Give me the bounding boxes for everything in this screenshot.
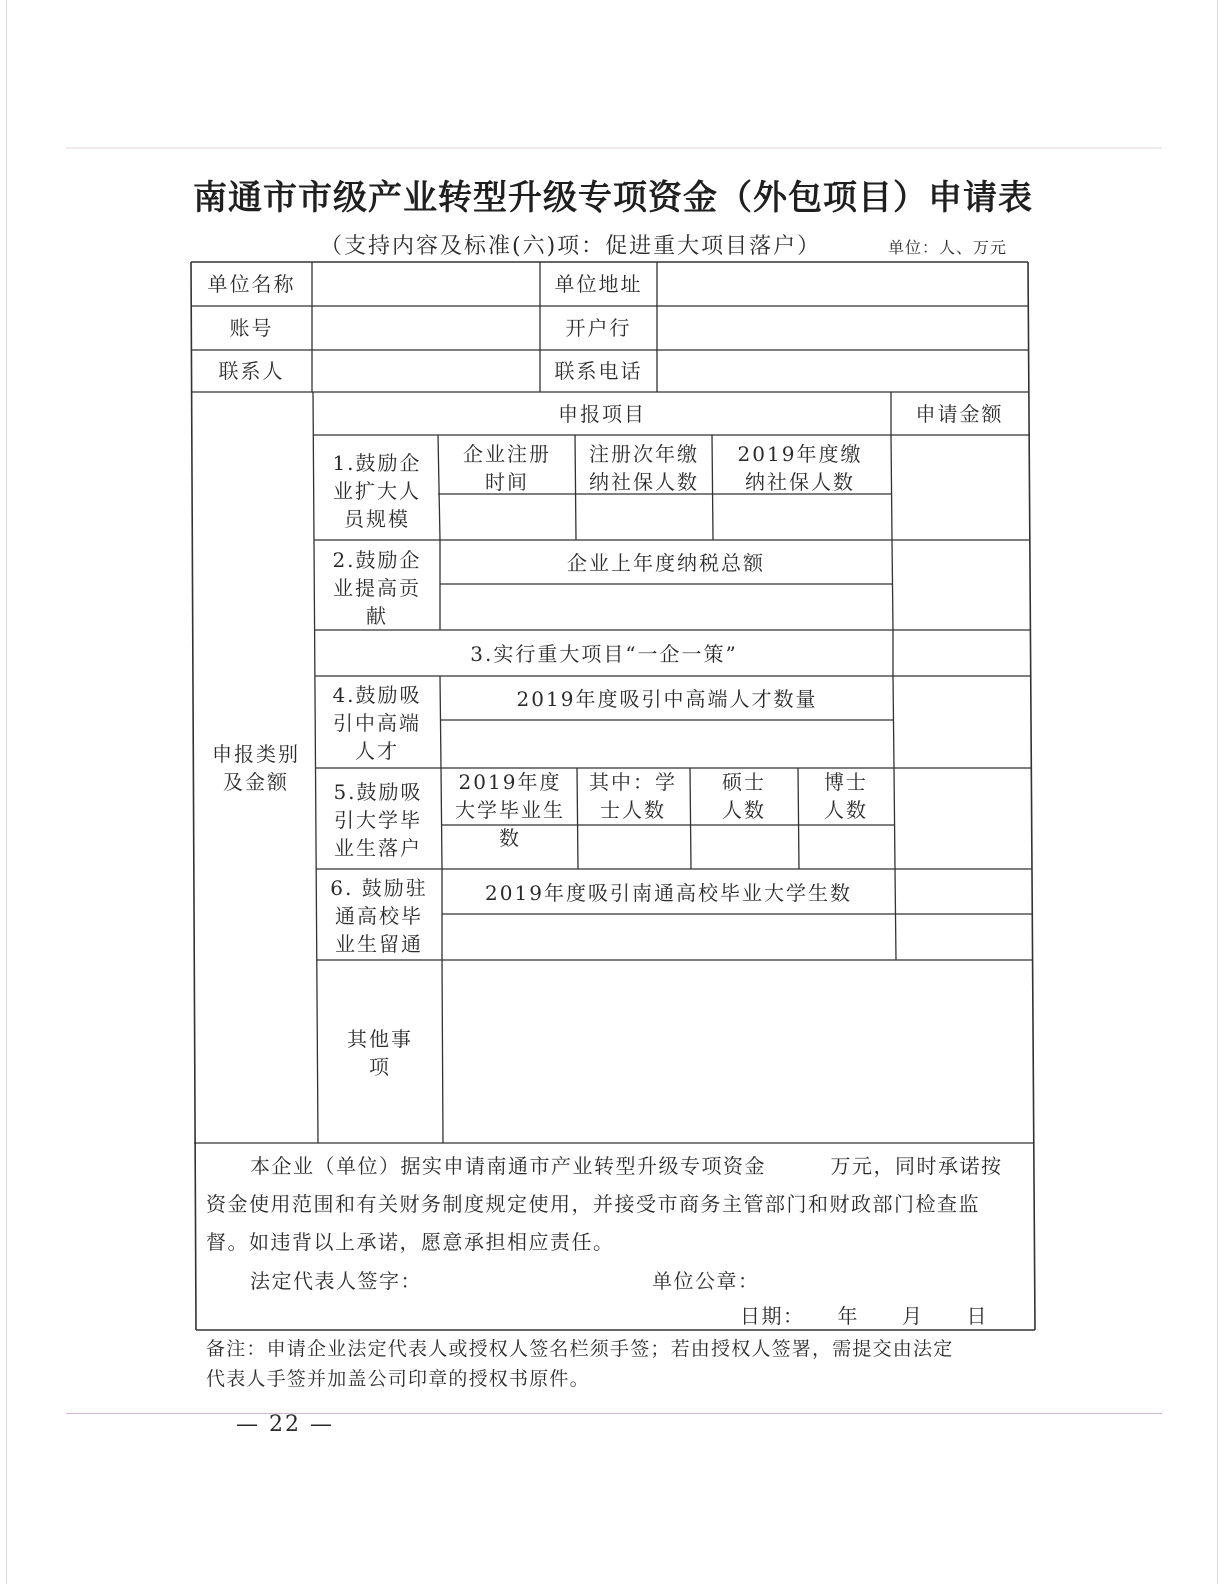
bank-field[interactable] xyxy=(659,308,1026,348)
phone-label: 联系电话 xyxy=(554,359,643,383)
company-name-field[interactable] xyxy=(314,264,538,304)
form-subtitle: （支持内容及标准(六)项：促进重大项目落户） xyxy=(320,234,822,259)
item4-title: 4.鼓励吸引中高端人才 xyxy=(332,683,422,763)
item5-graduates-header: 2019年度大学毕业生数 xyxy=(455,770,565,850)
pledge-line-3: 督。如违背以上承诺，愿意承担相应责任。 xyxy=(206,1230,615,1254)
item5-master-header: 硕士人数 xyxy=(722,770,766,822)
remarks-line-1: 备注：申请企业法定代表人或授权人签名栏须手签；若由授权人签署，需提交由法定 xyxy=(206,1338,954,1360)
item2-tax-total-field[interactable] xyxy=(442,586,890,628)
item3-title: 3.实行重大项目“一企一策” xyxy=(470,642,738,666)
item5-bachelor-field[interactable] xyxy=(580,827,688,867)
contact-label: 联系人 xyxy=(218,359,285,383)
legal-rep-signature-field[interactable] xyxy=(420,1262,620,1292)
other-matters-label: 其他事项 xyxy=(347,1027,413,1079)
project-header: 申报项目 xyxy=(558,402,646,426)
legal-rep-signature-label: 法定代表人签字： xyxy=(250,1269,422,1293)
contact-field[interactable] xyxy=(314,352,538,390)
item1-2019-insured-field[interactable] xyxy=(715,496,889,538)
unit-note: 单位：人、万元 xyxy=(888,238,1008,257)
form-title: 南通市市级产业转型升级专项资金（外包项目）申请表 xyxy=(193,178,1033,218)
item2-title: 2.鼓励企业提高贡献 xyxy=(332,548,422,628)
item5-doctor-field[interactable] xyxy=(801,827,892,867)
pledge-line-1: 本企业（单位）据实申请南通市产业转型升级专项资金 万元，同时承诺按 xyxy=(250,1154,1003,1178)
item2-amount-field[interactable] xyxy=(895,542,1028,628)
item6-amount-field[interactable] xyxy=(898,871,1031,958)
address-label: 单位地址 xyxy=(554,272,643,296)
phone-field[interactable] xyxy=(659,352,1026,390)
item5-master-field[interactable] xyxy=(693,827,796,867)
address-field[interactable] xyxy=(659,264,1026,304)
item1-next-year-insured-header: 注册次年缴纳社保人数 xyxy=(589,442,699,494)
item5-bachelor-header: 其中：学士人数 xyxy=(589,770,677,822)
amount-header: 申请金额 xyxy=(915,402,1004,426)
item5-doctor-header: 博士人数 xyxy=(824,770,868,822)
item1-registration-time-header: 企业注册时间 xyxy=(463,442,551,494)
item4-amount-field[interactable] xyxy=(896,678,1029,766)
item4-talent-count-field[interactable] xyxy=(443,722,891,766)
account-field[interactable] xyxy=(314,308,538,348)
item6-title: 6. 鼓励驻通高校毕业生留通 xyxy=(330,876,428,956)
company-seal-label: 单位公章： xyxy=(652,1269,760,1293)
item4-talent-count-header: 2019年度吸引中高端人才数量 xyxy=(516,687,818,711)
item5-amount-field[interactable] xyxy=(897,770,1030,867)
pledge-line-2: 资金使用范围和有关财务制度规定使用，并接受市商务主管部门和财政部门检查监 xyxy=(206,1192,980,1216)
item5-graduates-field[interactable] xyxy=(444,827,575,867)
item1-title: 1.鼓励企业扩大人员规模 xyxy=(332,451,422,531)
remarks-line-2: 代表人手签并加盖公司印章的授权书原件。 xyxy=(206,1368,590,1390)
bank-label: 开户行 xyxy=(565,316,632,340)
date-label: 日期： 年 月 日 xyxy=(740,1304,988,1328)
category-label: 申报类别及金额 xyxy=(212,742,300,794)
other-matters-field[interactable] xyxy=(445,962,1031,1141)
item1-2019-insured-header: 2019年度缴纳社保人数 xyxy=(737,442,863,494)
item5-title: 5.鼓励吸引大学毕业生落户 xyxy=(333,780,423,860)
item6-nantong-graduates-field[interactable] xyxy=(444,916,893,958)
company-name-label: 单位名称 xyxy=(207,272,296,296)
page-number: — 22 — xyxy=(236,1412,334,1437)
item3-amount-field[interactable] xyxy=(896,632,1029,674)
account-label: 账号 xyxy=(229,316,274,340)
item2-tax-total-header: 企业上年度纳税总额 xyxy=(567,551,765,575)
item6-nantong-graduates-header: 2019年度吸引南通高校毕业大学生数 xyxy=(485,881,852,905)
item1-next-year-insured-field[interactable] xyxy=(578,496,710,538)
item1-registration-time-field[interactable] xyxy=(441,496,573,538)
item1-amount-field[interactable] xyxy=(894,437,1028,538)
remarks-note xyxy=(206,1334,1036,1394)
